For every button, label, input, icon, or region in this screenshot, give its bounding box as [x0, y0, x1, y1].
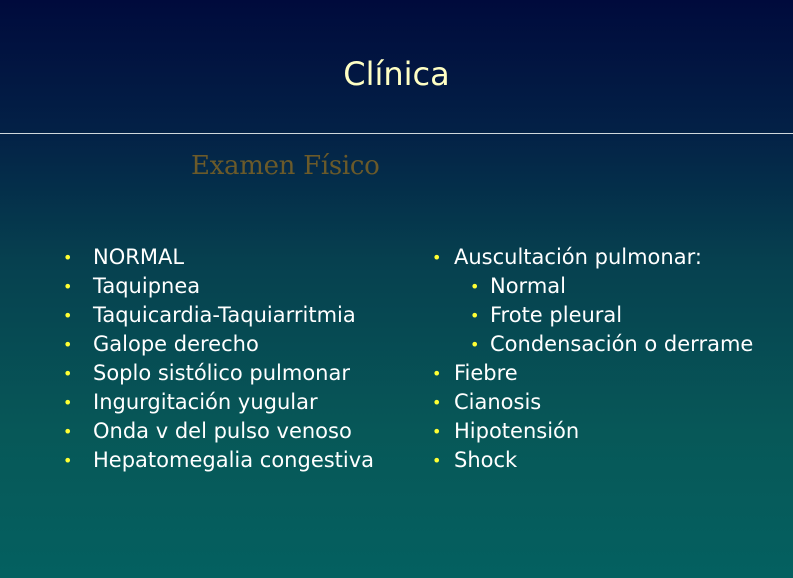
bullet-icon: •: [470, 335, 480, 354]
list-item-text: Shock: [454, 448, 518, 472]
bullet-icon: •: [63, 422, 73, 441]
list-item: [430, 388, 753, 417]
bullet-icon: •: [63, 335, 73, 354]
list-item: [430, 359, 753, 388]
list-item: [430, 446, 753, 475]
list-item: [430, 243, 753, 272]
list-item: [60, 359, 374, 388]
list-item: [60, 388, 374, 417]
list-item-text: Ingurgitación yugular: [93, 390, 318, 414]
slide-subtitle: Examen Físico: [191, 151, 380, 181]
bullet-icon: •: [470, 306, 480, 325]
bullet-icon: •: [432, 248, 442, 267]
list-item: [60, 301, 374, 330]
list-item-text: Hipotensión: [454, 419, 580, 443]
bullet-icon: •: [432, 422, 442, 441]
list-item: [60, 417, 374, 446]
bullet-icon: •: [432, 364, 442, 383]
bullet-icon: •: [63, 364, 73, 383]
sub-list-item: [430, 330, 753, 359]
list-item-text: Hepatomegalia congestiva: [93, 448, 375, 472]
right-bullet-list: [430, 243, 753, 475]
bullet-icon: •: [432, 393, 442, 412]
bullet-icon: •: [470, 277, 480, 296]
list-item: [60, 446, 374, 475]
title-divider: [0, 133, 793, 134]
list-item: [430, 417, 753, 446]
list-item: [60, 330, 374, 359]
list-item-text: Auscultación pulmonar:: [454, 245, 702, 269]
list-item-text: Taquicardia-Taquiarritmia: [93, 303, 356, 327]
list-item-text: Onda v del pulso venoso: [93, 419, 352, 443]
list-item: [60, 272, 374, 301]
bullet-icon: •: [63, 393, 73, 412]
list-item-text: Cianosis: [454, 390, 542, 414]
slide-title: Clínica: [343, 55, 450, 93]
list-item-text: NORMAL: [93, 245, 185, 269]
sub-list-item: [430, 272, 753, 301]
bullet-icon: •: [63, 277, 73, 296]
list-item-text: Soplo sistólico pulmonar: [93, 361, 350, 385]
list-item-text: Normal: [490, 274, 566, 298]
sub-list-item: [430, 301, 753, 330]
bullet-icon: •: [63, 451, 73, 470]
list-item: [60, 243, 374, 272]
list-item-text: Taquipnea: [93, 274, 201, 298]
left-bullet-list: [60, 243, 374, 475]
list-item-text: Fiebre: [454, 361, 518, 385]
list-item-text: Condensación o derrame: [490, 332, 754, 356]
list-item-text: Frote pleural: [490, 303, 623, 327]
list-item-text: Galope derecho: [93, 332, 259, 356]
bullet-icon: •: [432, 451, 442, 470]
bullet-icon: •: [63, 306, 73, 325]
bullet-icon: •: [63, 248, 73, 267]
